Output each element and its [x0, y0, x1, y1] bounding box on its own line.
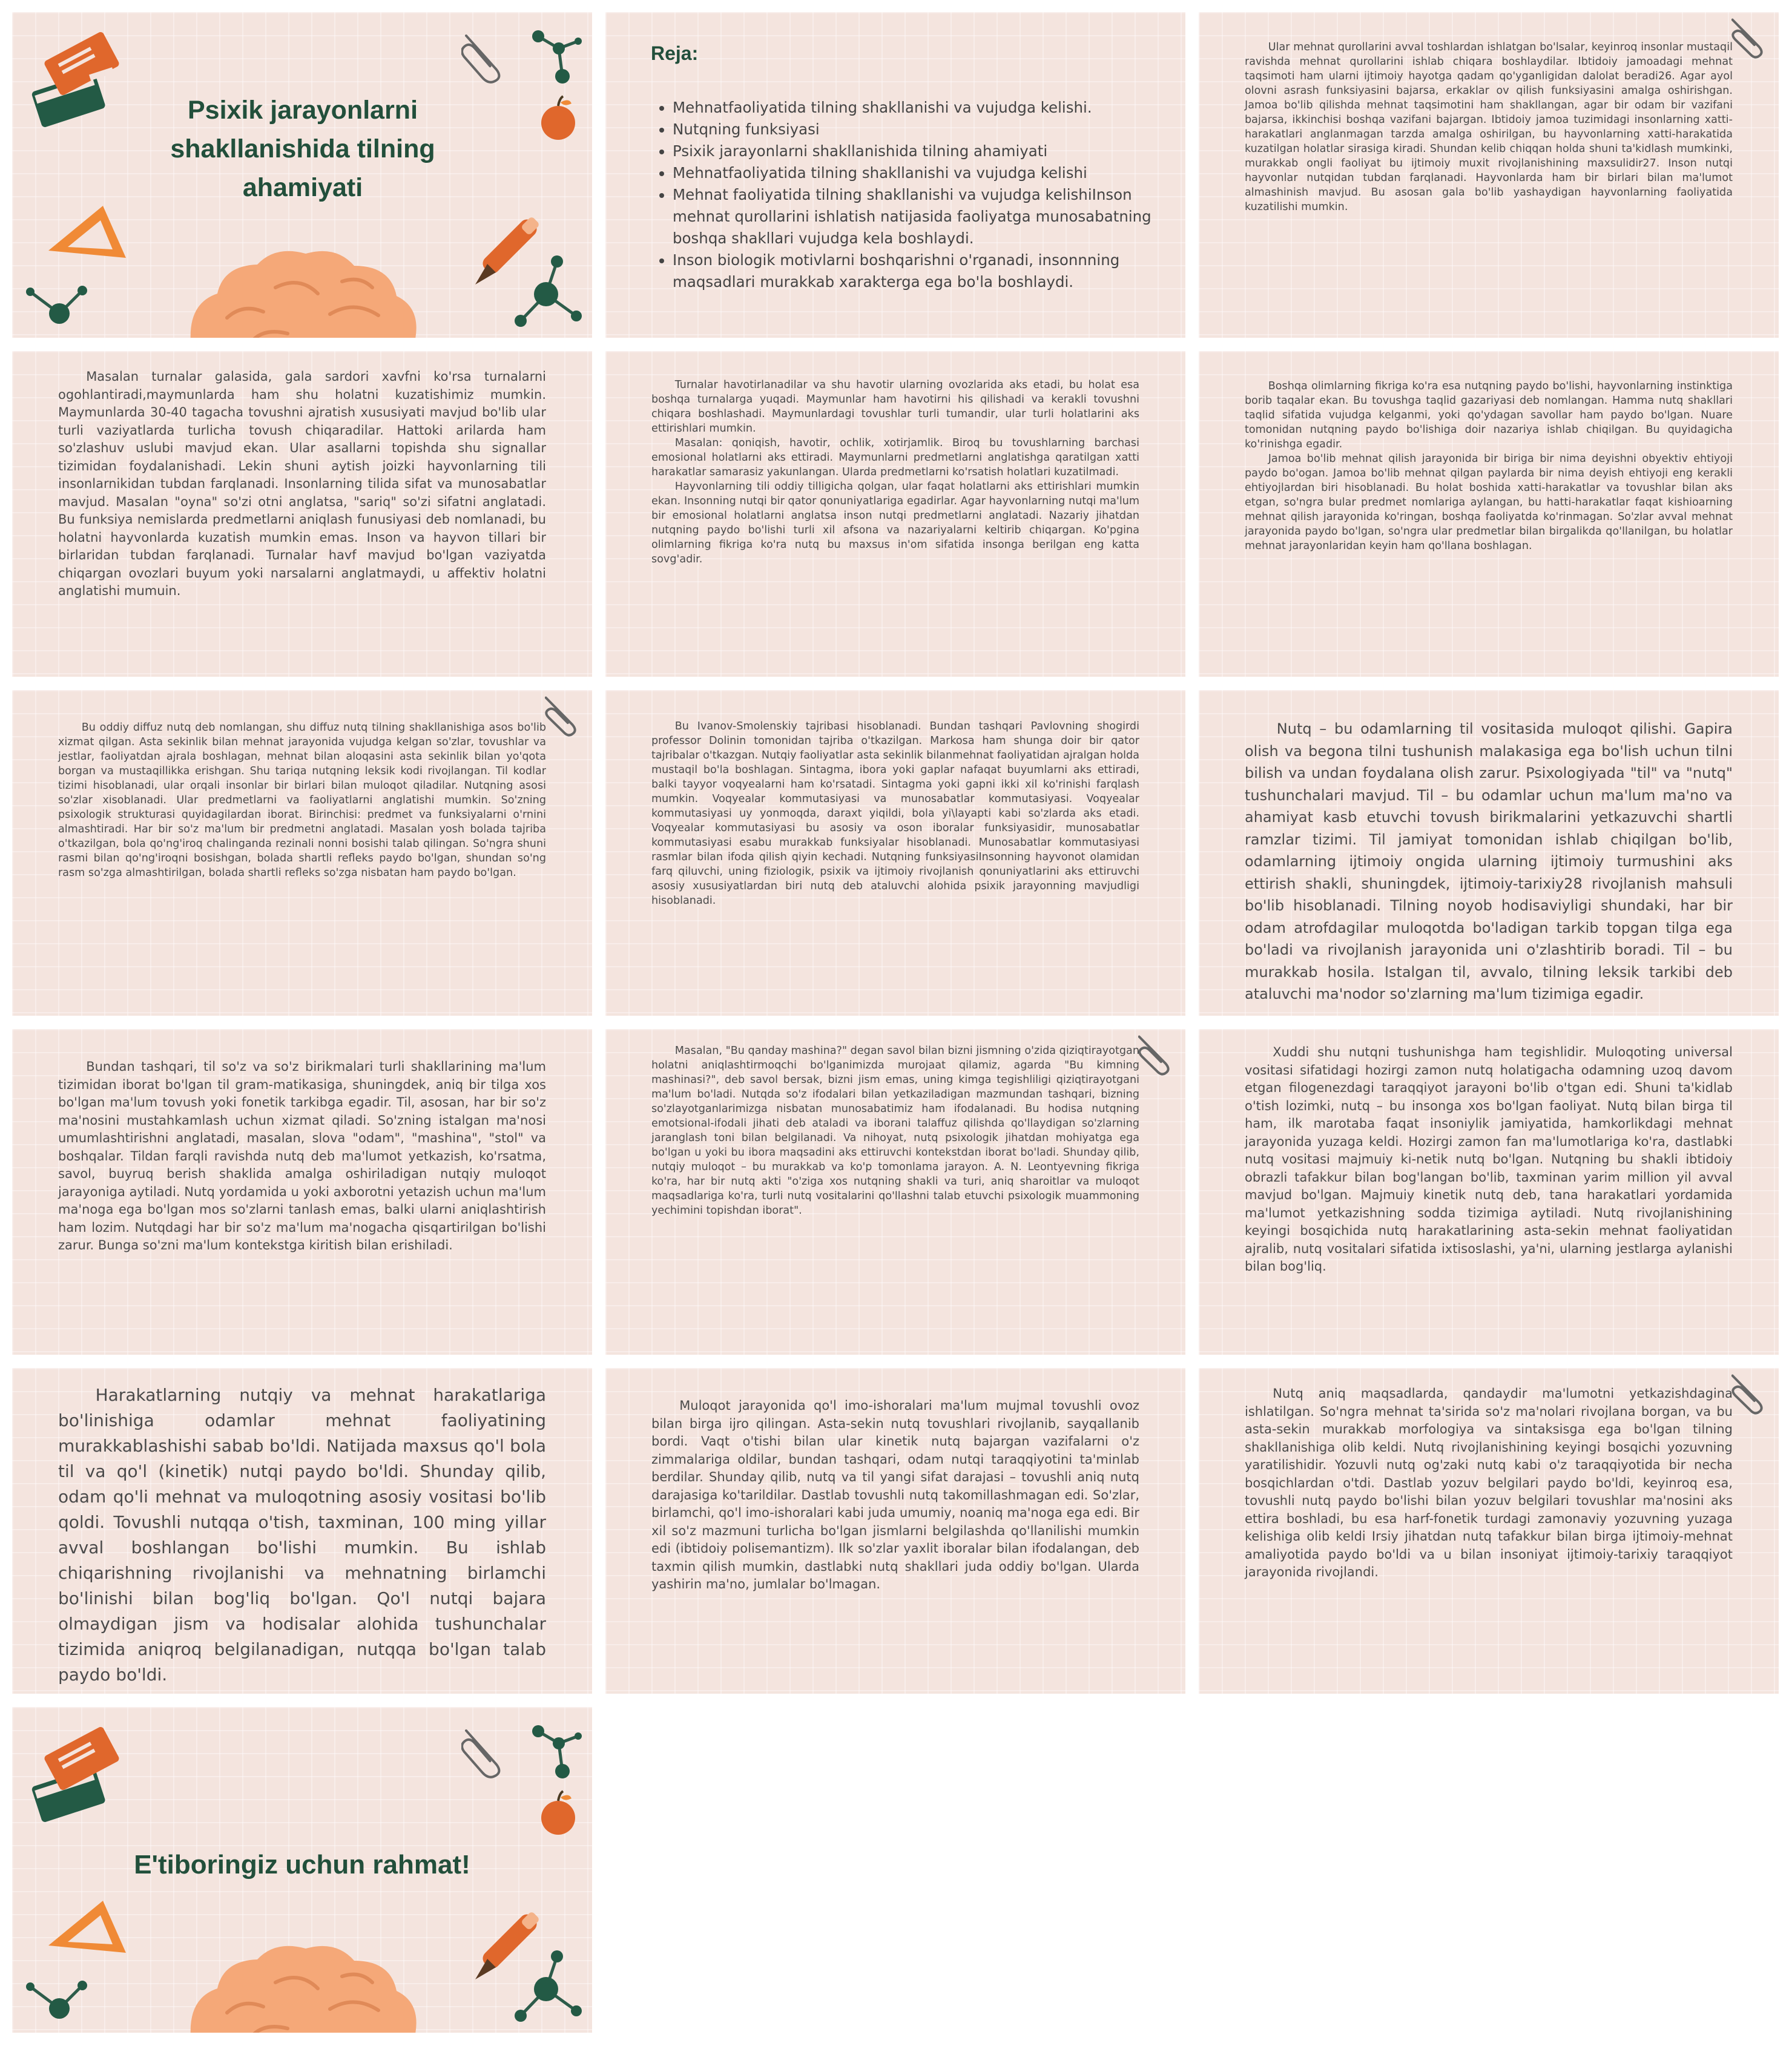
paragraph: Bundan tashqari, til so'z va so'z birikmalari turli shakllarining ma'lum tizimidan iborat bo'lgan til gram-matikasiga, shuningdek, aniq bir tilga xos bo'lgan ma'lum tovush yoki fonetik tarkibga egadir. Til, asosan, har bir so'z ma'nosini mustahkamlash uchun xizmat qiladi. So'zning istalgan ma'nosi umumlashtirishni anglatadi, masalan, slova "odam", "mashina", "stol" va boshqalar. Tildan farqli ravishda nutq deb ma'lumot yetkazish, ko'rsatma, savol, buyruq berish shaklida amalga oshiriladigan nutqiy muloqot jarayoniga aytiladi. Nutq yordamida u yoki axborotni yetazish uchun ma'lum ma'noga ega bo'lgan mos so'zlarni tanlash emas, balki ularni aniqlashtirish ham lozim. Nutqdagi har bir so'z ma'lum ma'nogacha qisqartirilgan bo'lishi zarur. Bunga so'zni ma'lum kontekstga kiritish bilan erishiladi. — [58, 1059, 546, 1252]
thanks-title: E'tiboringiz uchun rahmat! — [134, 1850, 470, 1880]
slide-text-3[interactable] — [1199, 12, 1779, 338]
plan-item: • Mehnatfaoliyatida tilning shakllanishi va vujudga kelishi — [673, 162, 1157, 184]
paragraph: Xuddi shu nutqni tushunishga ham tegishlidir. Muloqoting universal vositasi sifatidagi hozirgi zamon nutq holatigacha odamning uzoq davom etgan filogenezdagi taraqqiyot jarayoni bo'lib o'tgan edi. Shuni ta'kidlab o'tish lozimki, nutq – bu insonga xos bo'lgan faoliyat. Nutq bilan birga til ham, ilk marotaba faqat insoniylik jamiyatida, hamkorlikdagi mehnat jarayonida yuzaga keldi. Hozirgi zamon fan ma'lumotlariga ko'ra, dastlabki nutq vositasi majmuiy ki-netik nutq bo'lgan. Nutqning bu shakli ibtidoiy obrazli tafakkur bilan bog'langan bo'lib, taxminan yarim million yil avval mavjud bo'lgan. Majmuiy kinetik nutq deb, tana harakatlari yordamida ma'lumot yetkazishning sodda tizimiga aytiladi. Nutq rivojlanishining keyingi bosqichida nutq harakatlarining asta-sekin mehnat faoliyatidan ajralib, nutq vositalari sifatida ixtisoslashi, ya'ni, ularning jestlarga aylanishi bilan bog'liq. — [1245, 1045, 1733, 1274]
plan-item: • Psixik jarayonlarni shakllanishida tilning ahamiyati — [673, 140, 1157, 162]
slide-thanks[interactable] — [12, 1707, 592, 2033]
slide-body — [58, 1383, 546, 1688]
slide-text-11[interactable] — [605, 1029, 1185, 1355]
plan-heading: Reja: — [651, 42, 699, 64]
paperclip-icon — [461, 19, 504, 86]
slide-body — [651, 1397, 1139, 1594]
slide-body — [1245, 40, 1733, 214]
paragraph: Masalan, "Bu qanday mashina?" degan savol bilan bizni jismning o'zida qiziqtirayotgan holatni aniqlashtirmoqchi bo'lganimizda murojaat qilamiz, agarda "Bu kimning mashinasi?", deb savol bersak, bizni jism emas, uning kimga tegishliligi qiziqtirayotgani ma'lum bo'ladi. Nutqda so'z ifodalari bilan yetkaziladigan mazmundan tashqari, bizning so'zlayotganlarimizga nisbatan munosabatimiz ham ifodalanadi. Bu hodisa nutqning emotsional-ifodali jihati deb ataladi va iborani talaffuz qilishda qo'llaydigan so'zlarning jaranglash toni bilan belgilanadi. Va nihoyat, nutq psixologik jihatdan mohiyatga ega bo'lgan u yoki bu ibora maqsadini aks ettiruvchi kontekstdan iborat bo'ladi. Shunday qilib, nutqiy muloqot – bu murakkab va ko'p tomonlama jarayon. A. N. Leontyevning fikriga ko'ra, har bir nutq akti "o'ziga xos nutqning shakli va turi, aniq sharoitlar va muloqot maqsadlariga ko'ra, turli nutq vositalarini qo'llashni talab etuvchi psixologik muammoning yechimini topishdan iborat". — [651, 1045, 1139, 1217]
plan-list — [651, 97, 1157, 293]
slide-text-10[interactable] — [12, 1029, 592, 1355]
paragraph: Muloqot jarayonida qo'l imo-ishoralari ma'lum mujmal tovushli ovoz bilan birga ijro qilingan. Asta-sekin nutq tovushlari rivojlanib, sayqallanib bordi. Vaqt o'tishi bilan ular kinetik nutq bajargan vazifalarni o'z zimmalariga oldilar, bundan tashqari, odam nutqi taraqqiyotini ta'minlab berdilar. Shunday qilib, nutq va til yangi sifat darajasi – tovushli aniq nutq darajasiga ko'tarildilar. Dastlab tovushli nutq takomillashmagan edi. So'zlar, birlamchi, qo'l imo-ishoralari kabi juda umumiy, noaniq ma'noga ega edi. Bir xil so'z mazmuni turlicha bo'lgan jismlarni belgilashda qo'llanilishi mumkin edi (ibtidoiy polisemantizm). Ilk so'zlar yaxlit iboralar bilan ifodalangan, deb taxmin qilish mumkin, dastlabki nutq shakllari juda oddiy bo'lgan. Ularda yashirin ma'no, jumlalar bo'lmagan. — [651, 1398, 1139, 1591]
paragraph: Bu oddiy diffuz nutq deb nomlangan, shu diffuz nutq tilning shakllanishiga asos bo'lib xizmat qilgan. Asta sekinlik bilan mehnat jarayonida vujudga kelgan so'zlar, tovushlar va jestlar, faoliyatdan ajrala boshlagan, mehnat bilan aloqasini asta sekinlik bilan yo'qota borgan va mustaqillikka erishgan. Shu tariqa nutqning leksik kodi rivojlangan. Til kodlar tizimi hisoblanadi, ular orqali insonlar bir birlari bilan muloqot qiladilar. Nutqning asosi so'zlar xisoblanadi. Ular predmetlarni va faoliyatlarni anglatishi mumkin. So'zning psixologik strukturasi quyidagilardan iborat. Birinchisi: predmet va funksiyalarni o'rnini almashtiradi. Har bir so'z ma'lum bir predmetni anglatadi. Masalan yosh bolada tajriba o'tkazilgan, bola qo'ng'iroq chalinganda rezinali nonni bosishi talab qilingan. So'ngra shuni rasmi bilan qo'ng'iroqni bosishgan, bolada shartli refleks paydo bo'lgan, shundan so'ng rasm so'zga almashtirilgan, bolada shartli refleks so'zga nisbatan ham paydo bo'lgan. — [58, 722, 546, 879]
paragraph: Harakatlarning nutqiy va mehnat harakatlariga bo'linishiga odamlar mehnat faoliyatining murakkablashishi sabab bo'ldi. Natijada maxsus qo'l bola til va qo'l (kinetik) nutqi paydo bo'ldi. Shunday qilib, odam qo'li mehnat va muloqotning asosiy vositasi bo'lib qoldi. Tovushli nutqqa o'tish, taxminan, 100 ming yillar avval boshlangan bo'lishi mumkin. Bu ishlab chiqarishning rivojlanishi va mehnatning birlamchi bo'linishi bilan bog'liq bo'lgan. Qo'l nutqi bajara olmaydigan jism va hodisalar alohida tushunchalar tizimida aniqroq belgilanadigan, nutqqa bo'lgan talab paydo bo'ldi. — [58, 1385, 546, 1685]
apple-icon — [536, 1789, 580, 1837]
molecule-icon — [530, 1720, 584, 1781]
molecule-icon-2 — [24, 1967, 91, 2033]
slide-text-14[interactable] — [605, 1368, 1185, 1694]
slide-text-6[interactable] — [1199, 351, 1779, 677]
slide-body — [1245, 1385, 1733, 1582]
plan-item: • Inson biologik motivlarni boshqarishni o'rganadi, insonnning maqsadlari murakkab xarakterga ega bo'la boshlaydi. — [673, 249, 1157, 293]
paperclip-icon — [1731, 12, 1768, 61]
paragraph: Nutq – bu odamlarning til vositasida muloqot qilishi. Gapira olish va begona tilni tushunish malakasiga ega bo'lish uchun tilni bilish va undan foydalana olish zarur. Psixologiyada "til" va "nutq" tushunchalari mavjud. Til – bu odamlar uchun ma'lum ma'no va ahamiyat kasb etuvchi tovush birikmalarini yetkazuvchi shartli ramzlar tizimi. Til jamiyat tomonidan ishlab chiqilgan bo'lib, odamlarning ijtimoiy ongida ularning ijtimoiy turmushini aks ettirish shakli, shuningdek, ijtimoiy-tarixiy28 rivojlanish mahsuli bo'lib hisoblanadi. Tilning noyob hodisaviyligi shundaki, har bir odam atrofdagilar muloqotda bo'ladigan tarkib topgan tilga ega bo'ladi va rivojlanish jarayonida uni o'zlashtirib boradi. Til – bu murakkab hosila. Istalgan til, avvalo, tilning leksik tarkibi deb ataluvchi ma'nodor so'zlarning ma'lum tizimiga egadir. — [1245, 720, 1733, 1002]
slide-body — [651, 1044, 1139, 1218]
slide-text-8[interactable] — [605, 690, 1185, 1016]
slide-body — [1245, 379, 1733, 553]
paragraph: Nutq aniq maqsadlarda, qandaydir ma'lumotni yetkazishdagina ishlatilgan. So'ngra mehnat ta'sirida so'z ma'nolari rivojlana borgan, va bu asta-sekin murakkab morfologiya va sintaksisga ega bo'lgan tilning shakllanishiga olib keldi. Nutq rivojlanishining keyingi bosqichi yozuvning yaratilishidir. Yozuvli nutq og'zaki nutq kabi o'z taraqqiyotida bir necha bosqichlardan o'tdi. Dastlab yozuv belgilari paydo bo'ldi, keyinroq esa, tovushli nutq paydo bo'lishi bilan yozuv belgilari tovushlar ma'nosini aks ettira boshladi, bu esa harf-fonetik turdagi zamonaviy yozuvning yuzaga kelishiga olib keldi Irsiy jihatdan nutq tafakkur bilan birga ijtimoiy-mehnat amaliyotida paydo bo'ldi va u bilan insoniyat ijtimoiy-tarixiy taraqqiyot jarayonida rivojlandi. — [1245, 1386, 1733, 1579]
slide-text-4[interactable] — [12, 351, 592, 677]
slide-text-9[interactable] — [1199, 690, 1779, 1016]
paperclip-icon — [545, 690, 581, 738]
molecule-icon-2 — [24, 272, 91, 338]
presentation-title: Psixik jarayonlarni shakllanishida tilning ahamiyati — [170, 96, 435, 202]
plan-item: • Mehnat faoliyatida tilning shakllanishi va vujudga kelishiInson mehnat qurollarini ishlatish natijasida faoliyatga munosabatning boshqa shakllari vujudga kela boshlaydi. — [673, 184, 1157, 249]
slide-body — [58, 720, 546, 880]
paperclip-icon — [1138, 1029, 1174, 1077]
slide-title[interactable] — [12, 12, 592, 338]
paperclip-icon — [1731, 1368, 1768, 1416]
paragraph: Masalan: qoniqish, havotir, ochlik, xotirjamlik. Biroq bu tovushlarning barchasi emosional holatlarni aks ettiradi. Maymunlarni predmetlarni anglatishga qaratilgan xatti harakatlar samarasiz yakunlangan. Ularda predmetlarni ko'rsatish holatlari kuzatilmadi. — [651, 437, 1139, 478]
slide-text-13[interactable] — [12, 1368, 592, 1694]
paragraph: Boshqa olimlarning fikriga ko'ra esa nutqning paydo bo'lishi, hayvonlarning instinktiga borib taqalar ekan. Bu tovushga taqlid gazariyasi deb nomlangan. Hamma nutq shakllari taqlid sifatida vujudga kelganmi, yoki qo'ydagan savollar ham paydo bo'lgan. Nuare tomonidan nutqning paydo bo'lishiga doir nazariya ishlab chiqilgan. Bu quyidagicha ko'rinishga egadir. — [1245, 380, 1733, 450]
molecule-icon — [530, 25, 584, 86]
slide-body — [651, 378, 1139, 567]
paragraph: Jamoa bo'lib mehnat qilish jarayonida bir biriga bir nima deyishni obyektiv ehtiyoji paydo bo'ogan. Jamoa bo'lib mehnat qilgan paylarda bir nima deyish ehtiyoji eng kerakli ehtiyojlardan biri hisoblanadi. Bu holat boshida xatti-harakatlar va tovushlar bilan aks etgan, so'ngra bular predmet nomlariga aylangan, bu hatti-harakatlar faqat kishioarning mehnat qilish jarayonida ko'ringan, boshqa faoliyatda ko'rinmagan. So'zlar avval mehnat jarayonida paydo bo'lgan, so'ngra ular predmetlar bilan birgalikda qo'llanilgan, bu holatlar mehnat jarayonlaridan keyin ham qo'llana boshlagan. — [1245, 453, 1733, 552]
paragraph: Ular mehnat qurollarini avval toshlardan ishlatgan bo'lsalar, keyinroq insonlar mustaqil ravishda mehnat qurollarini ishlab chiqara boshlaydilar. Ibtidoiy jamoadagi mehnat taqsimoti ham ularni ijtimoiy hayotga qadam qo'yganligidan dalolat beradi26. Agar ayol olovni asrash funksiyasini bajarsa, erkaklar ov qilish funksiyasini amalga oshirishgan. Jamoa bo'lib qilishda mehnat taqsimotini ham shakllangan, agar bir odam bir vazifani bajarsa, ikkinchisi boshqa vazifani bajargan. Ibtidoiy jamoa tuzimidagi insonlarning xatti-harakatlari anglanmagan tarzda amalga oshirilgan, bu hayvonlarning xatti-harakatida kuzatilgan holatlar sirasiga kiradi. Shundan kelib chiqqan holda shuni ta'kidlash mumkinki, murakkab ongli faoliyat bu ijtimoiy muxit rivojlanishining maxsulidir27. Inson nutqi hayvonlar nutqidan tubdan farqlanadi. Hayvonlarda ham bir birlari bilan ma'lumot almashinish mavjud. Bu asosan gala bo'lib yashaydigan hayvonlarning faoliyatida kuzatilishi mumkin. — [1245, 41, 1733, 213]
molecule-icon-3 — [509, 248, 587, 338]
paperclip-icon — [461, 1714, 504, 1781]
paragraph: Masalan turnalar galasida, gala sardori xavfni ko'rsa turnalarni ogohlantiradi,maymunlarda ham shu holatni kuzatishimiz mumkin. Maymunlarda 30-40 tagacha tovushni ajratish xususiyati mavjud bo'lib ular turli vaziyatlarda turlicha tovush chiqaradilar. Hattoki arilarda ham so'zlashuv uslubi mavjud ekan. Ular asallarni topishda shu signallar tizimidan foydalanishadi. Lekin shuni aytish joizki hayvonlarning tili insonlarnikidan tubdan farqlanadi. Insonlarning tilida sifat va munosabatlar mavjud. Masalan "oyna" so'zi otni anglatsa, "sariq" so'zi sifatni anglatadi. Bu funksiya nemislarda predmetlarni aniqlash funusiyasi deb nomlanadi, bu holatni hayvonlarda kuzatish mumkin emas. Inson va hayvon tillari bir birlaridan tubdan farqlanadi. Turnalar havf mavjud bo'lgan vaziyatda chiqargan ovozlari buyum yoki narsalarni anglatmaydi, u affektiv holatni anglatishi mumuin. — [58, 369, 546, 598]
slide-body — [1245, 718, 1733, 1005]
paragraph: Bu Ivanov-Smolenskiy tajribasi hisoblanadi. Bundan tashqari Pavlovning shogirdi professor Dolinin tomonidan tajriba o'tkazilgan. Markosa ham shunga doir bir qator tajribalar o'tkazgan. Nutqiy faoliyatlar asta sekinlik bilanmehnat faoliyatidan ajralgan holda mustaqil bo'la boshlagan. Sintagma, ibora yoki gaplar nafaqat buyumlarni aks ettiradi, balki tayyor voqyealarni ham ko'rsatadi. Sintagma yoki gapni ikki xil ko'rinishi farqlash mumkin. Voqyealar kommutasiyasi va munosabatlar kommutasiyasi. Voqyealar kommutasiyasi uy yonmoqda, daraxt yiqildi, bola yi\layapti kabi so'zlarda aks etadi. Voqyealar kommutasiyasi bu asosiy va oson iboralar funksiyasidir, munosabatlar kommutasiyasi esabu murakkab funksiyalar hisoblanadi. Munosabatlar kommutasiyasi rasmlar bilan ifoda qilish qiyin kechadi. Nutqning funksiyasiInsonning hayvonot olamidan farq qiluvchi, uning fiziologik, psixik va ijtimoiy rivojlanish qonuniyatlarini aks ettiruvchi asosiy xususiyatlardan biri nutq deb ataluvchi alohida psixik jarayonning mavjudligi hisoblanadi. — [651, 720, 1139, 907]
triangle-ruler-icon — [42, 1895, 133, 1961]
apple-icon — [536, 94, 580, 142]
slide-text-7[interactable] — [12, 690, 592, 1016]
triangle-ruler-icon — [42, 200, 133, 266]
plan-item: • Mehnatfaoliyatida tilning shakllanishi va vujudga kelishi. — [673, 97, 1157, 119]
plan-item: • Nutqning funksiyasi — [673, 119, 1157, 140]
slide-body — [1245, 1044, 1733, 1276]
brain-icon — [185, 245, 421, 338]
slide-body — [58, 1058, 546, 1255]
paragraph: Hayvonlarning tili oddiy tilligicha qolgan, ular faqat holatlarni aks ettirishlari mumkin ekan. Insonning nutqi bir qator qonuniyatlariga egadirlar. Agar hayvonlarning nutqi ma'lum bir emosional holatlarni anglatsa inson nutqi predmetlarni anglatadi. Nazariy jihatdan nutqning paydo bo'lishi turli xil afsona va nazariyalarni keltirib chiqargan. Ko'pgina olimlarning fikriga ko'ra nutq bu maxsus in'om sifatida insonga berilgan eng katta sovg'adir. — [651, 481, 1139, 565]
books-icon — [24, 27, 133, 142]
slide-body — [651, 719, 1139, 908]
slide-plan[interactable] — [605, 12, 1185, 338]
books-icon — [24, 1722, 133, 1837]
slide-body — [58, 368, 546, 600]
brain-icon — [185, 1940, 421, 2033]
slide-text-15[interactable] — [1199, 1368, 1779, 1694]
paragraph: Turnalar havotirlanadilar va shu havotir ularning ovozlarida aks etadi, bu holat esa boshqa turnalarga yuqadi. Maymunlar ham havotirni his qilishadi va kerakli tovushni chiqara boshlashadi. Maymunlardagi tovushlar turli tumandir, ular turli holatlarini aks ettirishlari mumkin. — [651, 379, 1139, 435]
slide-text-12[interactable] — [1199, 1029, 1779, 1355]
molecule-icon-3 — [509, 1943, 587, 2033]
slide-text-5[interactable] — [605, 351, 1185, 677]
